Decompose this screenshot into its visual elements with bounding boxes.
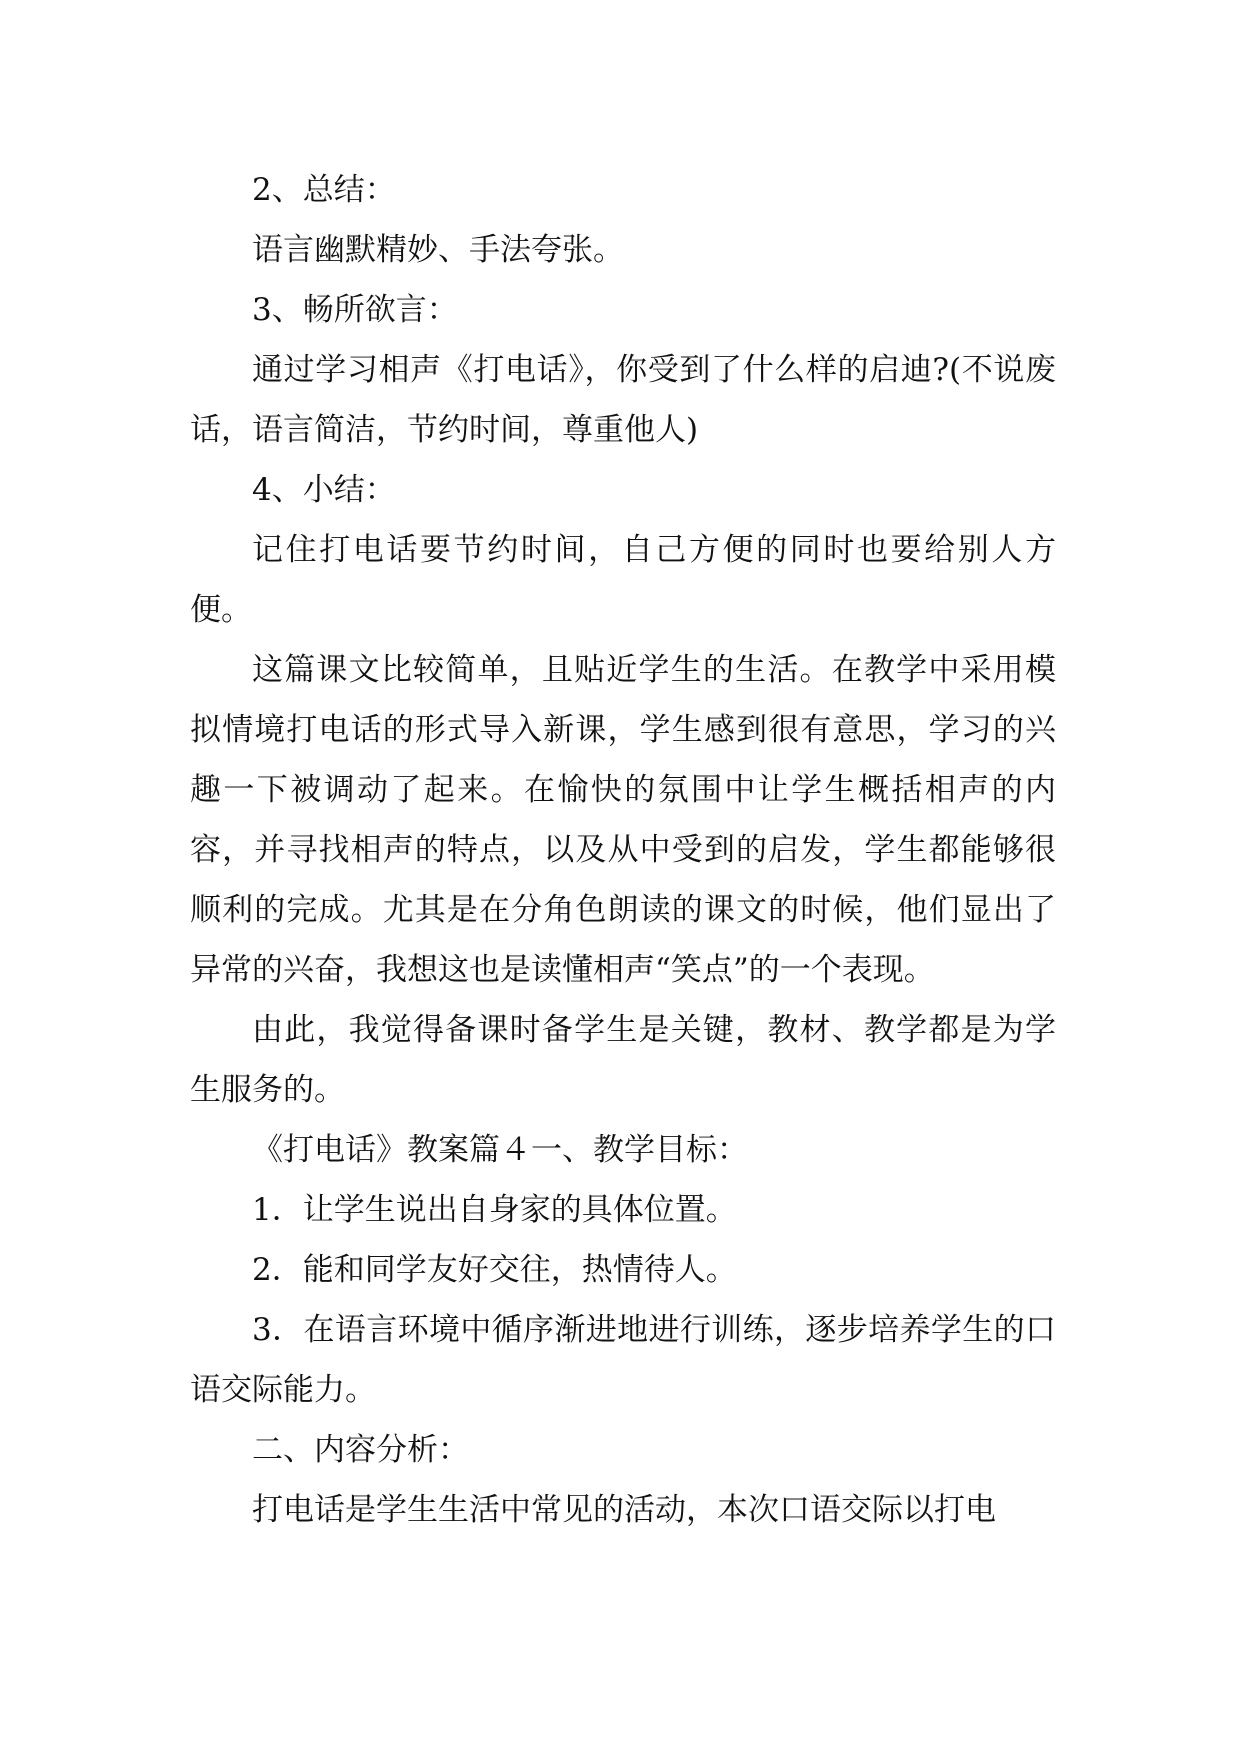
paragraph-summary-text: 语言幽默精妙、手法夸张。 xyxy=(252,232,624,268)
paragraph-objective-1: 1．让学生说出自身家的具体位置。 xyxy=(252,1192,737,1228)
document-body xyxy=(190,160,1056,1540)
paragraph-discussion-text: 通过学习相声《打电话》，你受到了什么样的启迪?(不说废话，语言简洁，节约时间，尊重他人) xyxy=(190,352,1056,448)
paragraph-summary-heading: 2、总结： xyxy=(252,172,396,208)
paragraph-lesson-4-objectives-heading: 《打电话》教案篇４一、教学目标： xyxy=(252,1132,748,1168)
paragraph-content-analysis-heading: 二、内容分析： xyxy=(252,1432,469,1468)
paragraph-objective-2: 2．能和同学友好交往，热情待人。 xyxy=(252,1252,737,1288)
paragraph-conclusion-heading: 4、小结： xyxy=(252,472,396,508)
paragraph-content-analysis-text: 打电话是学生生活中常见的活动，本次口语交际以打电 xyxy=(252,1492,996,1528)
paragraph-objective-3: 3．在语言环境中循序渐进地进行训练，逐步培养学生的口语交际能力。 xyxy=(190,1312,1056,1408)
paragraph-reflection-summary: 由此，我觉得备课时备学生是关键，教材、教学都是为学生服务的。 xyxy=(190,1012,1056,1108)
paragraph-discussion-heading: 3、畅所欲言： xyxy=(252,292,458,328)
paragraph-conclusion-text: 记住打电话要节约时间，自己方便的同时也要给别人方便。 xyxy=(190,532,1056,628)
paragraph-reflection: 这篇课文比较简单，且贴近学生的生活。在教学中采用模拟情境打电话的形式导入新课，学生感到很有意思，学习的兴趣一下被调动了起来。在愉快的氛围中让学生概括相声的内容，并寻找相声的特点，以及从中受到的启发，学生都能够很顺利的完成。尤其是在分角色朗读的课文的时候，他们显出了异常的兴奋，我想这也是读懂相声“笑点”的一个表现。 xyxy=(190,652,1056,988)
